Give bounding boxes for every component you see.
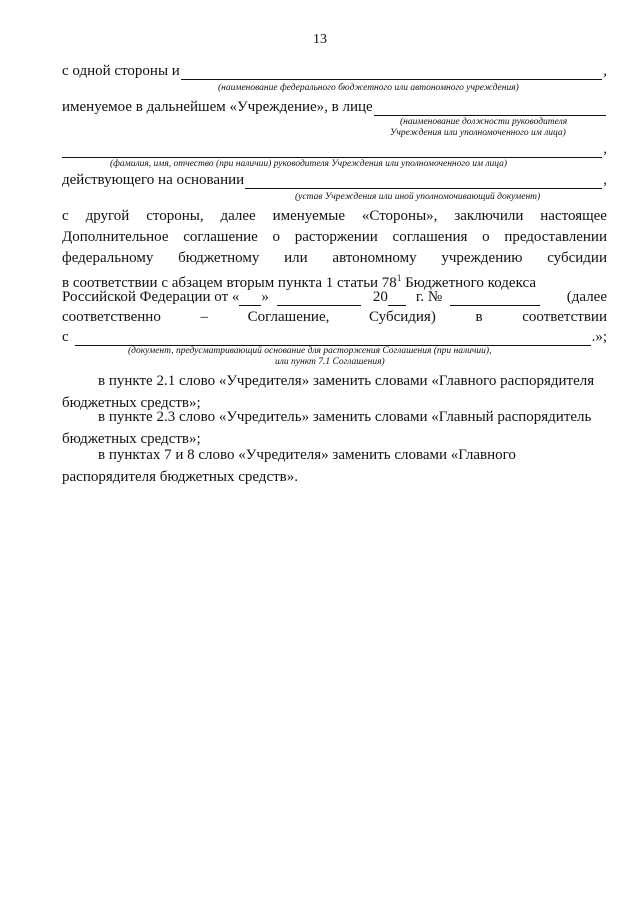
amendment-text: в пункте 2.3 слово «Учредитель» заменить словами «Главный распорядитель бюджетных средств»; bbox=[62, 409, 592, 447]
basis-doc-note-1: (документ, предусматривающий основание для расторжения Соглашения (при наличии), bbox=[128, 346, 492, 356]
basis-prefix: действующего на основании bbox=[62, 172, 245, 188]
party-one-suffix: , bbox=[603, 63, 607, 79]
word: предоставлении bbox=[504, 229, 607, 245]
basis-line bbox=[62, 171, 607, 189]
year-prefix: 20 bbox=[372, 289, 388, 305]
word: автономному bbox=[332, 250, 417, 266]
number-label: г. № bbox=[415, 289, 443, 305]
word: соответствии bbox=[522, 309, 607, 325]
day-blank bbox=[239, 292, 261, 306]
word: о bbox=[482, 229, 490, 245]
fio-line bbox=[62, 140, 607, 158]
named-prefix: именуемое в дальнейшем «Учреждение», в лице bbox=[62, 99, 373, 115]
word: расторжении bbox=[294, 229, 378, 245]
word: в bbox=[475, 309, 483, 325]
institution-name-blank bbox=[181, 66, 602, 80]
institution-name-note: (наименование федерального бюджетного или автономного учреждения) bbox=[218, 83, 519, 93]
word: настоящее bbox=[540, 208, 607, 224]
body-line-2 bbox=[62, 228, 607, 246]
word: Субсидия) bbox=[369, 309, 436, 325]
word: далее bbox=[220, 208, 256, 224]
word: учреждению bbox=[441, 250, 523, 266]
basis-doc-line bbox=[62, 328, 607, 346]
word: бюджетному bbox=[178, 250, 260, 266]
agreement-line bbox=[62, 308, 607, 326]
word: Соглашение, bbox=[247, 309, 330, 325]
word: субсидии bbox=[547, 250, 607, 266]
word: заключили bbox=[454, 208, 524, 224]
amendment-text: в пунктах 7 и 8 слово «Учредителя» заменить словами «Главного распорядителя бюджетных средств». bbox=[62, 447, 516, 485]
article-superscript: 1 bbox=[396, 273, 402, 283]
month-blank bbox=[277, 292, 361, 306]
word: соответственно bbox=[62, 309, 161, 325]
word: или bbox=[284, 250, 308, 266]
rf-text: Российской Федерации от « bbox=[62, 289, 240, 305]
fio-note: (фамилия, имя, отчество (при наличии) руководителя Учреждения или уполномоченного им лица) bbox=[110, 159, 508, 169]
word: о bbox=[272, 229, 281, 245]
word: стороны, bbox=[146, 208, 204, 224]
named-line bbox=[62, 98, 607, 116]
word: федеральному bbox=[62, 250, 154, 266]
budget-code-text: Бюджетного кодекса bbox=[401, 275, 536, 291]
article-text: в соответствии с абзацем вторым пункта 1 статьи 78 bbox=[62, 275, 397, 291]
body-line-1 bbox=[62, 207, 607, 225]
basis-doc-blank bbox=[75, 332, 591, 346]
word: соглашение bbox=[183, 229, 258, 245]
word: другой bbox=[85, 208, 130, 224]
position-note-2: Учреждения или уполномоченного им лица) bbox=[390, 128, 566, 138]
word: Дополнительное bbox=[62, 229, 169, 245]
fio-blank bbox=[62, 144, 602, 158]
basis-note: (устав Учреждения или иной уполномочивающий документ) bbox=[295, 192, 541, 202]
year-blank bbox=[388, 292, 406, 306]
page-number: 13 bbox=[313, 32, 327, 47]
body-line-3 bbox=[62, 249, 607, 267]
amendment-text: в пункте 2.1 слово «Учредителя» заменить словами «Главного распорядителя бюджетных средств»; bbox=[62, 373, 595, 411]
number-blank bbox=[450, 292, 540, 306]
word: именуемые bbox=[272, 208, 345, 224]
basis-doc-note-2: или пункт 7.1 Соглашения) bbox=[275, 357, 385, 367]
rf-quote: » bbox=[261, 289, 269, 305]
word: соглашения bbox=[392, 229, 468, 245]
word: «Стороны», bbox=[361, 208, 438, 224]
fio-suffix: , bbox=[603, 141, 607, 157]
basis-doc-suffix: .»; bbox=[591, 329, 607, 345]
party-one-prefix: с одной стороны и bbox=[62, 63, 180, 79]
basis-blank bbox=[245, 175, 602, 189]
basis-suffix: , bbox=[603, 172, 607, 188]
party-one-line bbox=[62, 62, 607, 80]
basis-doc-prefix: с bbox=[62, 329, 69, 345]
word: – bbox=[200, 309, 208, 325]
federation-line bbox=[62, 288, 607, 306]
amendment-7-8 bbox=[62, 444, 610, 488]
position-blank bbox=[374, 102, 606, 116]
position-note-1: (наименование должности руководителя bbox=[400, 117, 568, 127]
word: с bbox=[62, 208, 69, 224]
hereinafter-text: (далее bbox=[566, 289, 607, 305]
